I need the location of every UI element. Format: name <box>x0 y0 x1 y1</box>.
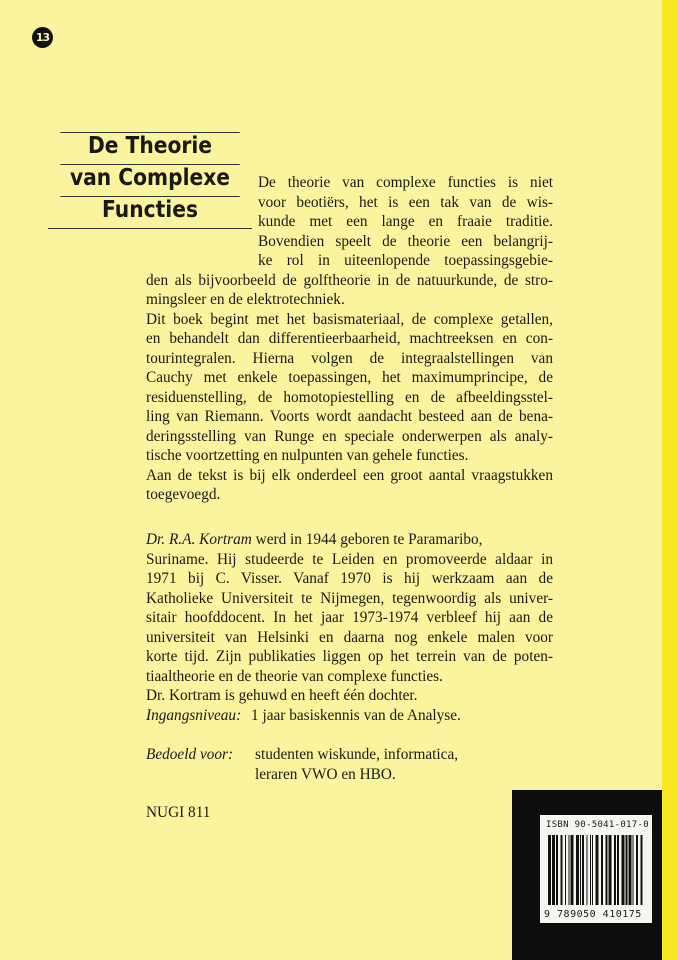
description-line: ke rol in uiteenlopende toepassingsgebie- <box>258 252 553 269</box>
author-line: universiteit van Helsinki en daarna nog enkele malen voor <box>146 628 553 646</box>
level-line <box>146 706 461 726</box>
audience-line <box>146 745 459 783</box>
author-line: Suriname. Hij studeerde te Leiden en promoveerde aldaar in <box>146 550 553 568</box>
author-line: 1971 bij C. Visser. Vanaf 1970 is hij werkzaam aan de <box>146 570 553 587</box>
barcode-bar <box>609 835 612 905</box>
description-line: den als bijvoorbeeld de golftheorie in de natuurkunde, de stro- <box>146 271 553 289</box>
barcode-bar <box>565 835 566 905</box>
description-line: Aan de tekst is bij elk onderdeel een groot aantal vraagstukken <box>146 466 553 484</box>
barcode-bar <box>641 835 643 905</box>
author-line: sitair hoofddocent. In het jaar 1973-1974 verbleef hij aan de <box>146 609 553 626</box>
barcode-bar <box>552 835 555 905</box>
barcode-bar <box>633 835 634 905</box>
description-line: voor beotiërs, het is een tak van de wis- <box>258 193 553 211</box>
barcode-bar <box>614 835 616 905</box>
barcode-bar <box>548 835 551 905</box>
author-name: Dr. R.A. Kortram <box>146 531 252 548</box>
barcode-bar <box>576 835 579 905</box>
barcode-bar <box>636 835 638 905</box>
description-paragraph <box>146 173 553 505</box>
description-line: Dit boek begint met het basismateriaal, de complexe getallen, <box>146 310 553 328</box>
barcode-bar <box>626 835 628 905</box>
author-line: tiaaltheorie en de theorie van complexe functies. <box>146 667 443 685</box>
description-line: toegevoegd. <box>146 486 221 503</box>
barcode-bars <box>546 835 646 905</box>
audience-line-2: leraren VWO en HBO. <box>255 765 396 783</box>
barcode-bar <box>561 835 563 905</box>
level-value: 1 jaar basiskennis van de Analyse. <box>251 707 461 724</box>
description-line: Cauchy met enkele toepassingen, het maximumprincipe, de <box>146 369 553 386</box>
barcode-bar <box>569 835 570 905</box>
barcode-bar <box>596 835 599 905</box>
spine-stripe <box>662 0 677 960</box>
barcode-bar <box>580 835 581 905</box>
barcode-bar <box>571 835 574 905</box>
barcode-label <box>540 815 652 923</box>
series-number-badge: 13 <box>32 27 53 48</box>
author-text: werd in 1944 geboren te Paramaribo, <box>251 531 483 548</box>
title-line: De Theorie <box>60 132 240 164</box>
barcode-bar <box>556 835 558 905</box>
audience-label: Bedoeld voor: <box>146 746 234 763</box>
author-line <box>146 530 553 550</box>
barcode-bar <box>622 835 625 905</box>
barcode-bar <box>592 835 593 905</box>
description-line: De theorie van complexe functies is niet <box>258 174 553 191</box>
description-line: tische voortzetting en nulpunten van gehele functies. <box>146 447 469 464</box>
barcode-panel <box>512 790 662 960</box>
author-line: korte tijd. Zijn publikaties liggen op het terrein van de poten- <box>146 648 553 665</box>
nugi-code: NUGI 811 <box>146 804 211 821</box>
level-label: Ingangsniveau: <box>146 707 242 724</box>
description-line: kunde met een lange en fraaie traditie. <box>258 213 553 230</box>
barcode-bar <box>582 835 584 905</box>
barcode-bar <box>590 835 591 905</box>
barcode-bar <box>601 835 603 905</box>
description-line: tourintegralen. Hierna volgen de integraalstellingen van <box>146 349 553 367</box>
description-line: residuenstelling, de homotopiestelling en de afbeeldingsstel- <box>146 388 553 406</box>
description-line: ling van Riemann. Voorts wordt aandacht besteed aan de bena- <box>146 408 553 425</box>
description-line: Bovendien speelt de theorie een belangrij- <box>258 232 553 250</box>
description-line: deringsstelling van Runge en speciale onderwerpen als analy- <box>146 427 553 445</box>
author-line: Dr. Kortram is gehuwd en heeft één dochter. <box>146 687 418 704</box>
barcode-bar <box>629 835 632 905</box>
audience-line-1: studenten wiskunde, informatica, <box>255 746 459 763</box>
description-line: mingsleer en de elektrotechniek. <box>146 291 345 308</box>
author-line: Katholieke Universiteit te Nijmegen, tegenwoordig als univer- <box>146 589 553 607</box>
title-line: Functies <box>60 196 240 228</box>
isbn-text: ISBN 90-5041-017-0 <box>546 820 649 830</box>
barcode-bar <box>606 835 608 905</box>
barcode-bar <box>617 835 619 905</box>
author-paragraph <box>146 530 553 706</box>
title-line: van Complexe <box>60 164 240 196</box>
ean-number: 9 789050 410175 <box>544 909 642 920</box>
description-line: en behandelt dan differentieerbaarheid, machtreeksen en con- <box>146 330 553 347</box>
barcode-bar <box>587 835 588 905</box>
